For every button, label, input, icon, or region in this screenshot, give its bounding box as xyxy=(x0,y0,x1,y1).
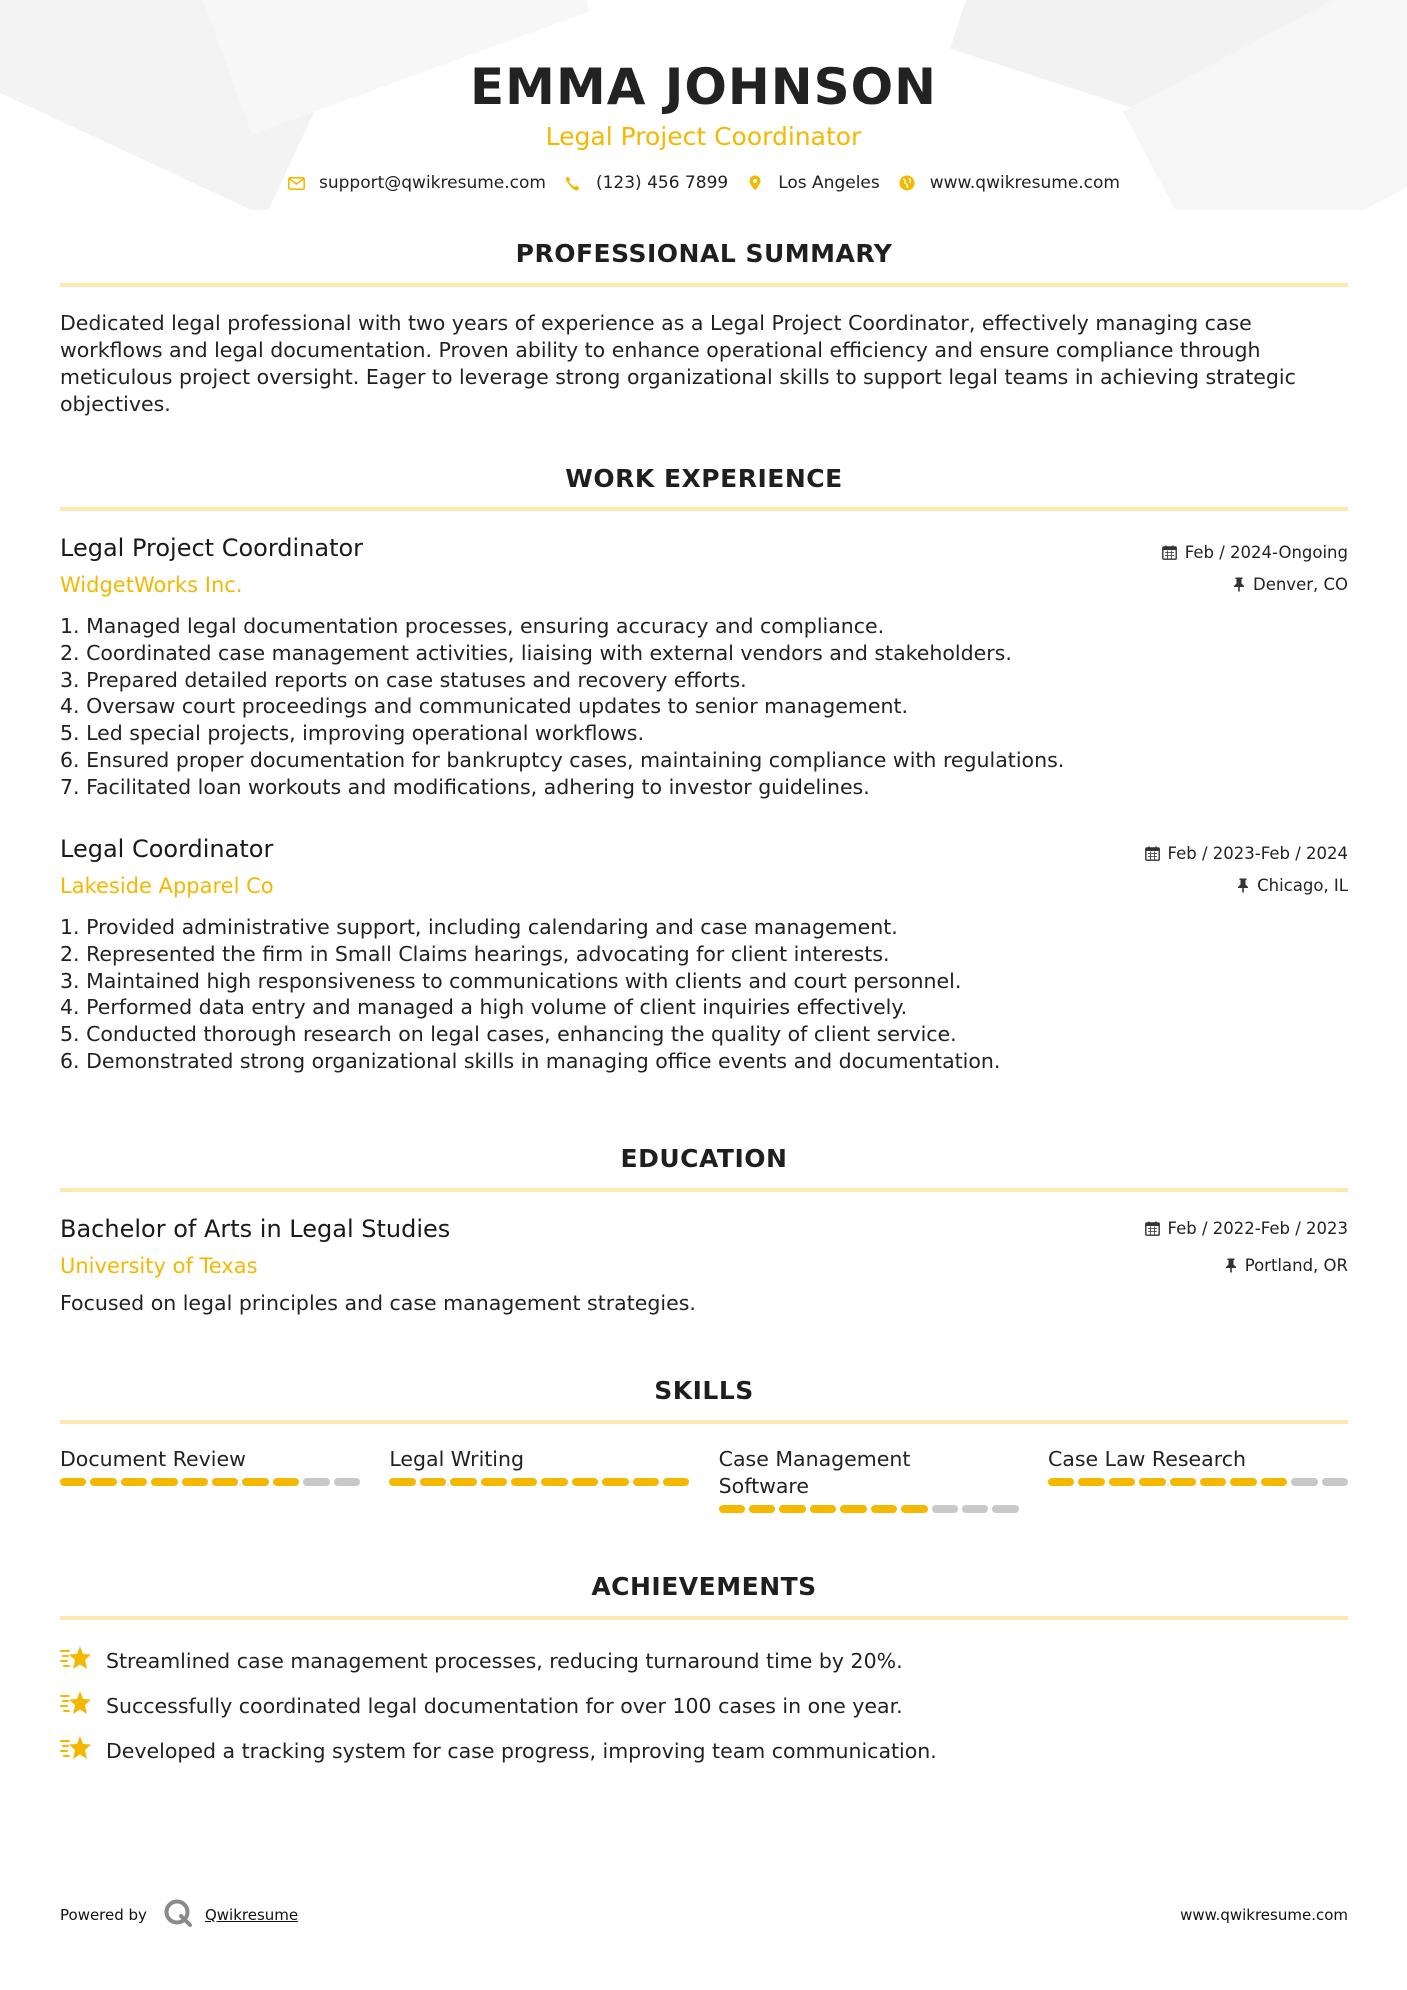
star-icon xyxy=(60,1645,92,1676)
page-footer xyxy=(60,1898,1348,1932)
skill-dot-filled xyxy=(481,1478,507,1486)
skill-dot-filled xyxy=(1139,1478,1165,1486)
list-item: 4. Performed data entry and managed a high volume of client inquiries effectively. xyxy=(60,995,908,1020)
job-location xyxy=(1233,575,1348,594)
achievements-heading: ACHIEVEMENTS xyxy=(591,1572,817,1601)
resume-header xyxy=(0,58,1407,193)
achievement-item xyxy=(60,1735,1348,1766)
skill-name: Document Review xyxy=(60,1447,246,1471)
experience-heading: WORK EXPERIENCE xyxy=(565,464,843,493)
skill-rating xyxy=(389,1478,689,1486)
list-item: 1. Provided administrative support, including calendaring and case management. xyxy=(60,915,898,939)
contact-email[interactable] xyxy=(287,173,546,193)
qwikresume-link[interactable]: Qwikresume xyxy=(204,1906,299,1924)
skill-dot-filled xyxy=(450,1478,476,1486)
education-divider xyxy=(60,1188,1348,1192)
summary-text: Dedicated legal professional with two years of experience as a Legal Project Coordinator, effectively managing case workflows and legal documentation. Proven ability to enhance operational efficiency and ensure compliance through meticulous project oversight. Eager to leverage strong organizational skills to support legal teams in achieving strategic objectives. xyxy=(60,311,1296,416)
list-item: 1. Managed legal documentation processes, ensuring accuracy and compliance. xyxy=(60,614,885,638)
skill-dot-filled xyxy=(1200,1478,1226,1486)
candidate-name: EMMA JOHNSON xyxy=(470,58,937,116)
job-duties-list xyxy=(60,914,1348,1075)
job-duties-list xyxy=(60,613,1348,801)
skill-dot-filled xyxy=(182,1478,208,1486)
location-icon xyxy=(746,174,764,192)
job-dates xyxy=(1162,543,1348,562)
summary-heading: PROFESSIONAL SUMMARY xyxy=(515,239,893,268)
job-dates-text: Feb / 2023-Feb / 2024 xyxy=(1167,844,1348,863)
contact-location xyxy=(746,173,880,193)
calendar-icon xyxy=(1162,545,1177,560)
education-school: University of Texas xyxy=(60,1254,258,1278)
phone-icon xyxy=(564,174,582,192)
contact-website[interactable] xyxy=(898,173,1120,193)
education-description: Focused on legal principles and case management strategies. xyxy=(60,1291,696,1315)
education-location-text: Portland, OR xyxy=(1244,1256,1348,1275)
skill-item xyxy=(719,1446,1019,1513)
skill-dot-filled xyxy=(1261,1478,1287,1486)
job-title: Legal Project Coordinator xyxy=(60,534,364,562)
job-location-text: Denver, CO xyxy=(1252,575,1348,594)
skill-dot-filled xyxy=(389,1478,415,1486)
list-item: 6. Demonstrated strong organizational skills in managing office events and documentation. xyxy=(60,1048,1001,1073)
skill-dot-empty xyxy=(303,1478,329,1486)
job-dates-text: Feb / 2024-Ongoing xyxy=(1184,543,1348,562)
job-dates xyxy=(1145,844,1348,863)
skill-dot-filled xyxy=(1109,1478,1135,1486)
skill-item xyxy=(60,1446,360,1513)
skill-dot-filled xyxy=(1230,1478,1256,1486)
education-location xyxy=(1225,1256,1348,1275)
skill-item xyxy=(389,1446,689,1513)
contact-email-text: support@qwikresume.com xyxy=(319,173,546,193)
skill-dot-filled xyxy=(90,1478,116,1486)
skill-dot-filled xyxy=(541,1478,567,1486)
experience-divider xyxy=(60,507,1348,511)
contact-location-text: Los Angeles xyxy=(778,173,880,193)
achievements-divider xyxy=(60,1616,1348,1620)
skill-name: Case Law Research xyxy=(1047,1447,1246,1471)
achievement-text: Successfully coordinated legal documentation for over 100 cases in one year. xyxy=(106,1693,903,1718)
achievement-text: Streamlined case management processes, reducing turnaround time by 20%. xyxy=(106,1648,903,1673)
skill-name: Legal Writing xyxy=(389,1447,524,1471)
list-item: 4. Oversaw court proceedings and communicated updates to senior management. xyxy=(60,694,908,719)
education-dates-text: Feb / 2022-Feb / 2023 xyxy=(1167,1219,1348,1238)
education-degree: Bachelor of Arts in Legal Studies xyxy=(60,1215,451,1243)
pushpin-icon xyxy=(1225,1258,1237,1273)
skill-dot-filled xyxy=(1048,1478,1074,1486)
skill-dot-filled xyxy=(420,1478,446,1486)
achievement-item xyxy=(60,1645,1348,1676)
list-item: 2. Represented the firm in Small Claims hearings, advocating for client interests. xyxy=(60,941,890,966)
skills-divider xyxy=(60,1420,1348,1424)
list-item: 5. Conducted thorough research on legal cases, enhancing the quality of client service. xyxy=(60,1022,957,1047)
skill-dot-empty xyxy=(962,1505,988,1513)
skill-dot-filled xyxy=(121,1478,147,1486)
skill-dot-filled xyxy=(779,1505,805,1513)
skill-dot-filled xyxy=(511,1478,537,1486)
achievement-text: Developed a tracking system for case progress, improving team communication. xyxy=(106,1738,937,1763)
skill-dot-filled xyxy=(871,1505,897,1513)
skill-dot-filled xyxy=(572,1478,598,1486)
powered-by xyxy=(60,1898,298,1932)
qwikresume-logo-icon xyxy=(163,1898,193,1932)
skill-name: Case Management Software xyxy=(718,1447,911,1498)
achievement-item xyxy=(60,1690,1348,1721)
star-icon xyxy=(60,1735,92,1766)
skill-dot-empty xyxy=(1291,1478,1317,1486)
skill-dot-filled xyxy=(242,1478,268,1486)
skill-dot-filled xyxy=(602,1478,628,1486)
skill-dot-filled xyxy=(663,1478,689,1486)
skill-dot-empty xyxy=(1322,1478,1348,1486)
skill-dot-filled xyxy=(60,1478,86,1486)
list-item: 3. Maintained high responsiveness to communications with clients and court personnel. xyxy=(60,968,962,993)
candidate-role: Legal Project Coordinator xyxy=(545,122,862,151)
globe-icon xyxy=(898,174,916,192)
contact-phone[interactable] xyxy=(564,173,728,193)
list-item: 7. Facilitated loan workouts and modifications, adhering to investor guidelines. xyxy=(60,774,870,799)
skill-dot-filled xyxy=(840,1505,866,1513)
job-company: Lakeside Apparel Co xyxy=(60,874,274,898)
job-location-text: Chicago, IL xyxy=(1257,876,1348,895)
job-title: Legal Coordinator xyxy=(60,835,274,863)
footer-url[interactable]: www.qwikresume.com xyxy=(1180,1906,1348,1924)
powered-by-label: Powered by xyxy=(60,1906,147,1924)
skill-dot-filled xyxy=(1170,1478,1196,1486)
skill-dot-filled xyxy=(151,1478,177,1486)
education-heading: EDUCATION xyxy=(620,1144,788,1173)
skill-dot-filled xyxy=(749,1505,775,1513)
skills-grid xyxy=(60,1446,1348,1513)
skill-dot-filled xyxy=(273,1478,299,1486)
contact-website-text: www.qwikresume.com xyxy=(929,173,1120,193)
email-icon xyxy=(287,174,305,192)
star-icon xyxy=(60,1690,92,1721)
pushpin-icon xyxy=(1233,577,1245,592)
skill-rating xyxy=(60,1478,360,1486)
skill-rating xyxy=(719,1505,1019,1513)
list-item: 3. Prepared detailed reports on case statuses and recovery efforts. xyxy=(60,667,747,692)
summary-divider xyxy=(60,283,1348,287)
skill-dot-empty xyxy=(334,1478,360,1486)
contact-phone-text: (123) 456 7899 xyxy=(595,173,729,193)
job-company: WidgetWorks Inc. xyxy=(60,573,243,597)
pushpin-icon xyxy=(1237,878,1249,893)
calendar-icon xyxy=(1145,846,1160,861)
calendar-icon xyxy=(1145,1221,1160,1236)
skills-heading: SKILLS xyxy=(654,1376,754,1405)
skill-dot-filled xyxy=(212,1478,238,1486)
contact-bar xyxy=(0,173,1407,193)
job-location xyxy=(1237,876,1348,895)
list-item: 6. Ensured proper documentation for bankruptcy cases, maintaining compliance with regulations. xyxy=(60,747,1065,772)
list-item: 5. Led special projects, improving operational workflows. xyxy=(60,721,644,746)
skill-dot-empty xyxy=(992,1505,1018,1513)
list-item: 2. Coordinated case management activities, liaising with external vendors and stakeholders. xyxy=(60,640,1012,665)
skill-dot-filled xyxy=(810,1505,836,1513)
skill-rating xyxy=(1048,1478,1348,1486)
skill-dot-filled xyxy=(901,1505,927,1513)
skill-item xyxy=(1048,1446,1348,1513)
skill-dot-filled xyxy=(719,1505,745,1513)
skill-dot-empty xyxy=(932,1505,958,1513)
education-dates xyxy=(1145,1219,1348,1238)
skill-dot-filled xyxy=(633,1478,659,1486)
skill-dot-filled xyxy=(1078,1478,1104,1486)
